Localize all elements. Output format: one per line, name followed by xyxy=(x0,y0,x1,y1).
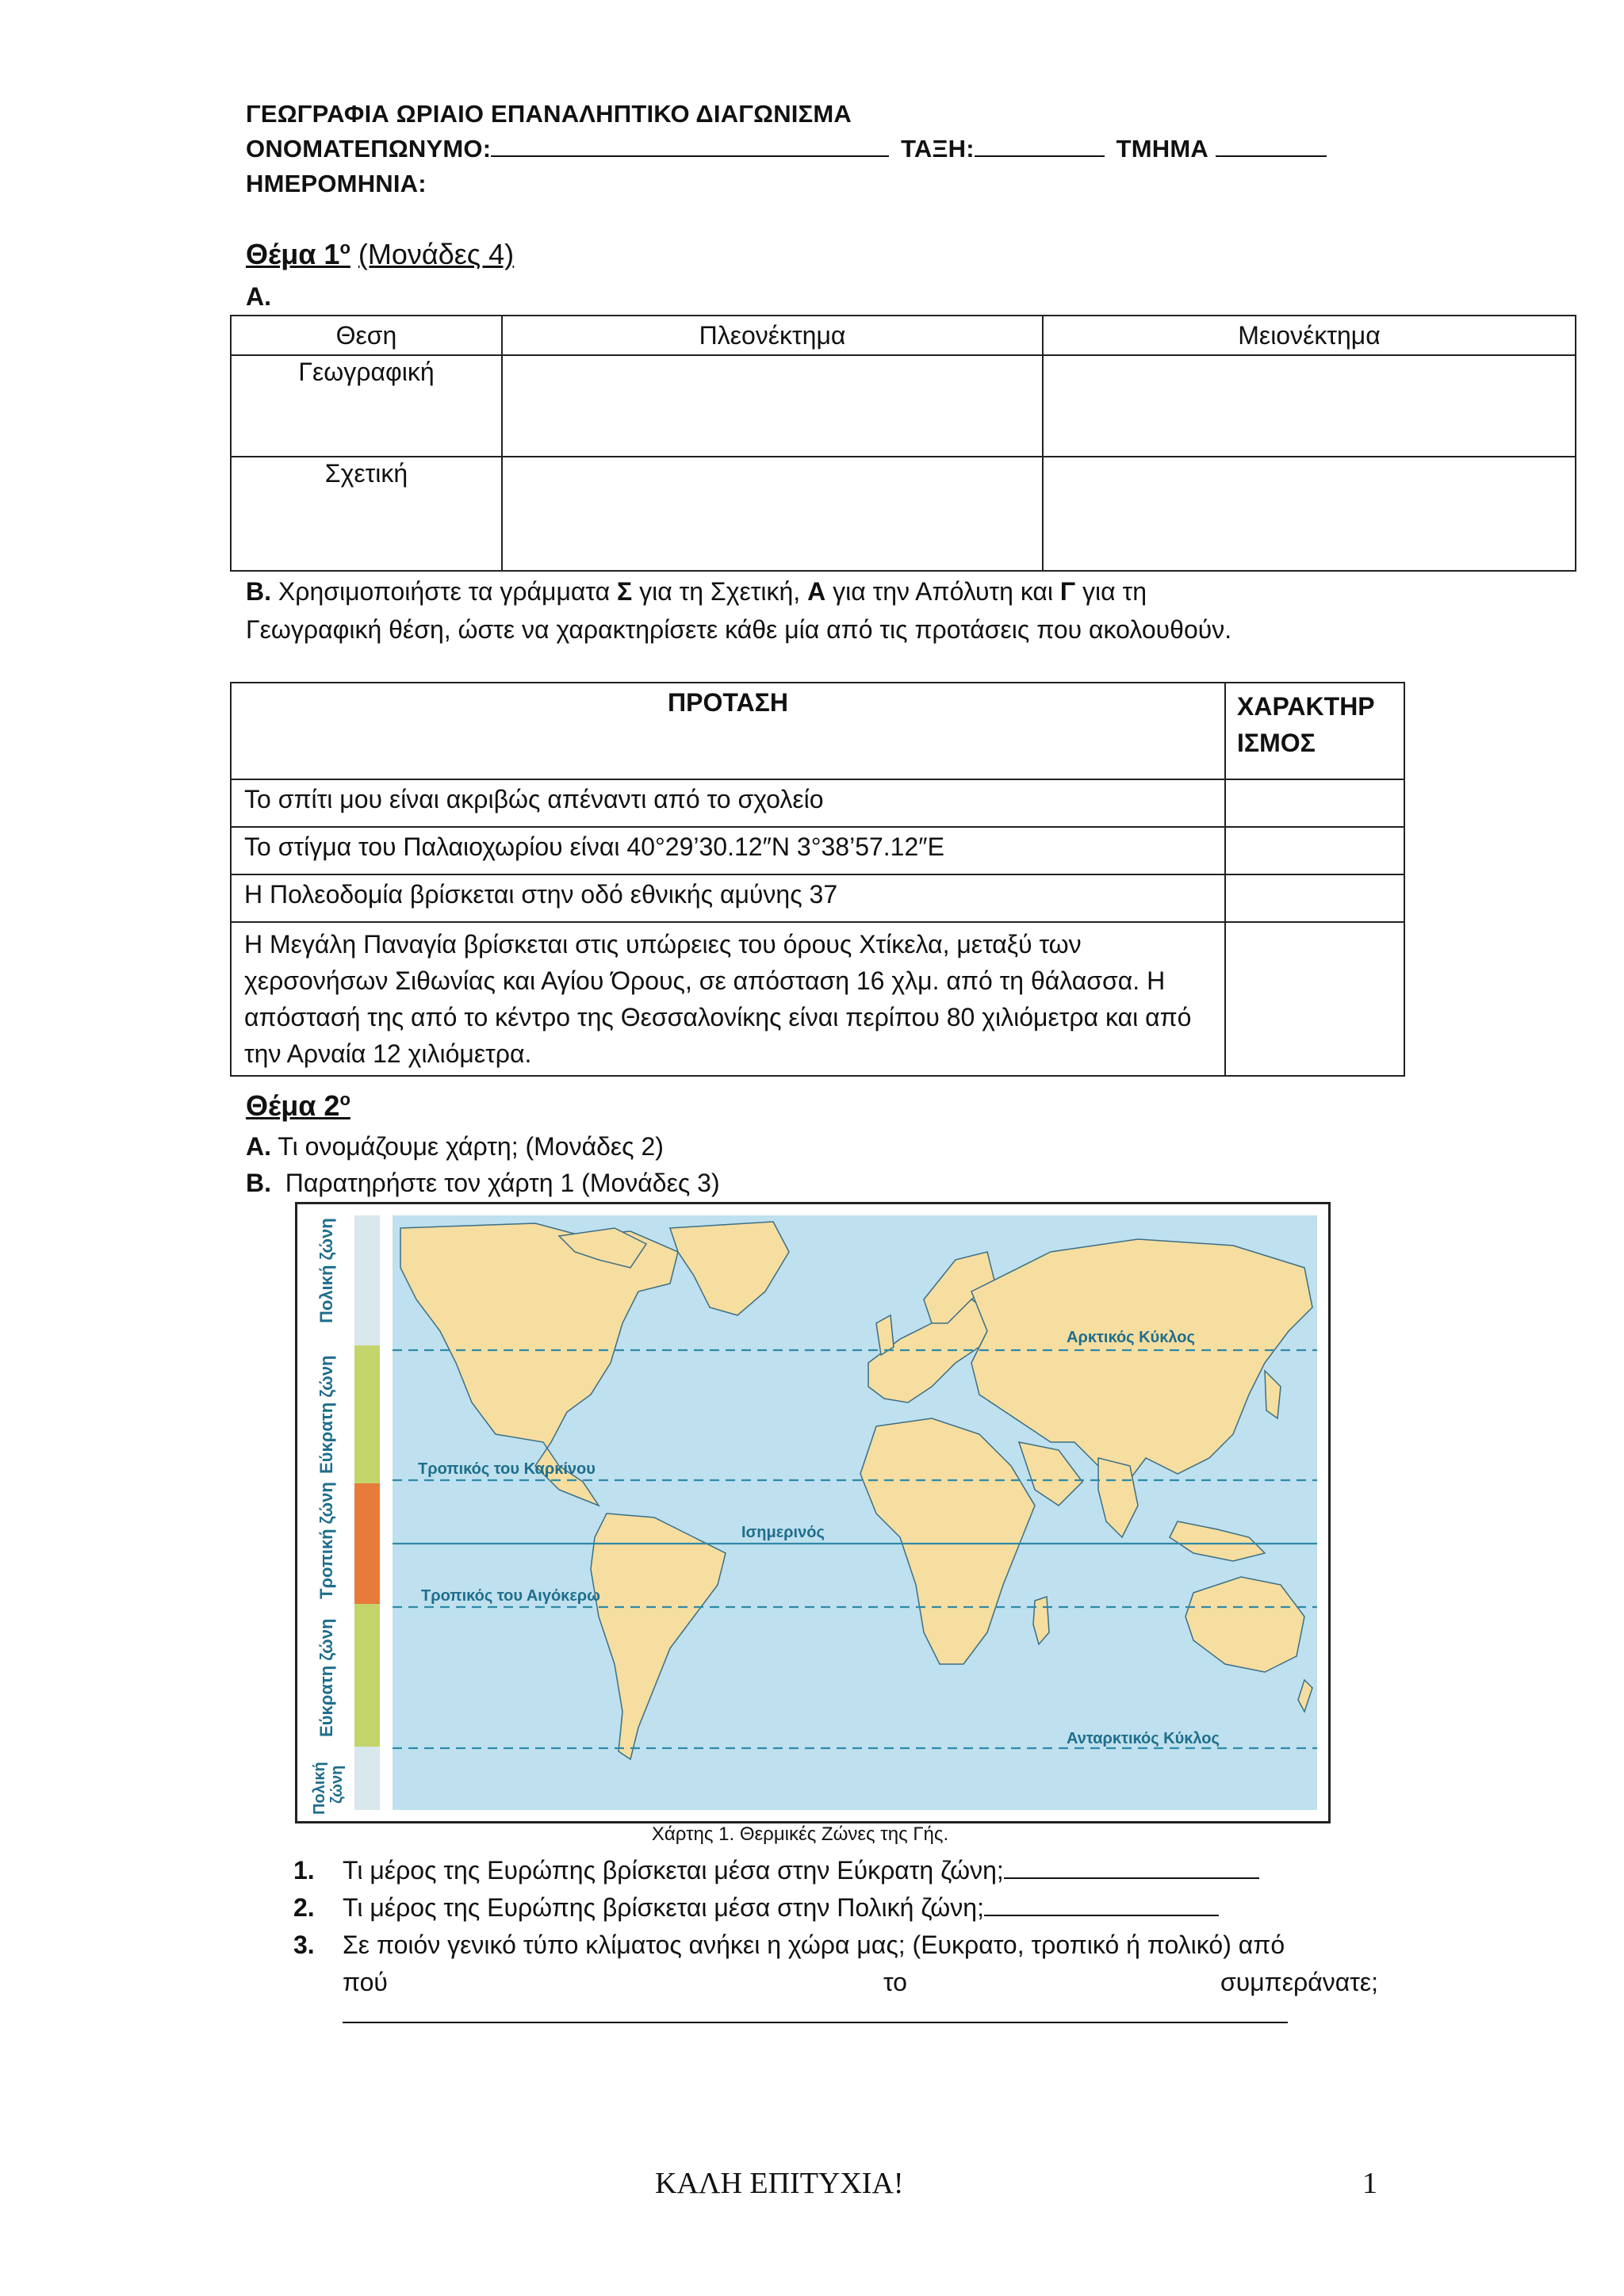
partB-letter-g: Γ xyxy=(1059,577,1076,606)
theme2-qA-text: Τι ονομάζουμε χάρτη; (Μονάδες 2) xyxy=(278,1132,664,1161)
map-questions xyxy=(293,1852,1381,2023)
theme2-qA-label: Α. xyxy=(246,1132,271,1161)
zone-bar-polar-north xyxy=(354,1215,380,1345)
question-3-continuation xyxy=(343,1964,1378,2001)
partB-letter-s: Σ xyxy=(616,577,633,606)
class-field[interactable] xyxy=(975,132,1105,157)
partB-text-line2: Γεωγραφική θέση, ώστε να χαρακτηρίσετε κάθε μία από τις προτάσεις που ακολουθούν. xyxy=(246,615,1232,644)
climate-zones-map xyxy=(295,1202,1331,1823)
label-arctic-circle: Αρκτικός Κύκλος xyxy=(1067,1329,1195,1346)
exam-title: ΓΕΩΓΡΑΦΙΑ ΩΡΙΑΙΟ ΕΠΑΝΑΛΗΠΤΙΚΟ ΔΙΑΓΩΝΙΣΜΑ xyxy=(246,100,852,128)
question-1-answer[interactable] xyxy=(1004,1854,1259,1879)
cell-rel-advantage[interactable] xyxy=(502,457,1043,571)
theme1-sup: ο xyxy=(339,238,350,258)
char-cell-1[interactable] xyxy=(1225,779,1404,827)
cell-geo-disadvantage[interactable] xyxy=(1043,355,1576,457)
partB-text-2: για τη Σχετική, xyxy=(639,577,801,606)
char-cell-4[interactable] xyxy=(1225,922,1404,1076)
cell-rel-disadvantage[interactable] xyxy=(1043,457,1576,571)
section-label: ΤΜΗΜΑ xyxy=(1116,135,1208,163)
theme2-qB xyxy=(246,1164,720,1202)
cell-geo-advantage[interactable] xyxy=(502,355,1043,457)
zone-label-temperate-north: Εύκρατη ζώνη xyxy=(316,1355,336,1474)
question-1 xyxy=(293,1852,1381,1889)
question-3-cont-3: συμπεράνατε; xyxy=(1220,1968,1378,1996)
label-tropic-capricorn: Τροπικός του Αιγόκερω xyxy=(421,1587,601,1605)
char-header-line1: ΧΑΡΑΚΤΗΡ xyxy=(1237,692,1375,721)
zone-bar-tropical xyxy=(354,1483,380,1604)
theme1-points: (Μονάδες 4) xyxy=(358,238,515,270)
theme1-partA-label: Α. xyxy=(246,282,271,311)
sentence-row-4: Η Μεγάλη Παναγία βρίσκεται στις υπώρειες του όρους Χτίκελα, μεταξύ των χερσονήσων Σιθωνίας και Αγίου Όρους, σε απόσταση 16 χλμ. από τη θάλασσα. Η απόστασή της από το κέντρο της Θεσσαλονίκης είναι περίπου 80 χιλιόμετρα και από την Αρναία 12 χιλιόμετρα. xyxy=(231,922,1225,1076)
world-map-figure xyxy=(297,1204,1328,1821)
question-2-text: Τι μέρος της Ευρώπης βρίσκεται μέσα στην Πολική ζώνη; xyxy=(343,1893,984,1922)
label-tropic-cancer: Τροπικός του Καρκίνου xyxy=(418,1460,596,1478)
class-label: ΤΑΞΗ: xyxy=(901,135,975,163)
theme2-heading xyxy=(246,1089,350,1123)
name-label: ΟΝΟΜΑΤΕΠΩΝΥΜΟ: xyxy=(246,135,492,163)
question-1-num: 1. xyxy=(293,1856,315,1885)
label-equator: Ισημερινός xyxy=(741,1524,825,1541)
question-3-num: 3. xyxy=(293,1931,315,1959)
row-relative: Σχετική xyxy=(231,457,502,571)
page-number: 1 xyxy=(1362,2167,1377,2200)
question-1-text: Τι μέρος της Ευρώπης βρίσκεται μέσα στην Εύκρατη ζώνη; xyxy=(343,1856,1004,1885)
theme2-qB-label: Β. xyxy=(246,1169,271,1197)
zone-label-tropical: Τροπική ζώνη xyxy=(316,1482,336,1599)
sentence-row-1: Το σπίτι μου είναι ακριβώς απέναντι από το σχολείο xyxy=(231,779,1225,827)
zone-label-polar-south-1: Πολική xyxy=(311,1762,328,1815)
question-2-num: 2. xyxy=(293,1893,315,1922)
partB-instructions xyxy=(246,572,1594,649)
table-position xyxy=(230,315,1576,572)
sentence-row-2: Το στίγμα του Παλαιοχωρίου είναι 40°29’30.12″N 3°38’57.12″E xyxy=(231,827,1225,874)
section-field[interactable] xyxy=(1216,132,1327,157)
partB-letter-a: Α xyxy=(807,577,826,606)
map-caption-text: Χάρτης 1. Θερμικές Ζώνες της Γής. xyxy=(651,1823,949,1845)
partB-label: Β. xyxy=(246,577,271,606)
col-header-advantage: Πλεονέκτημα xyxy=(502,316,1043,355)
col-header-sentence: ΠΡΟΤΑΣΗ xyxy=(231,683,1225,779)
theme1-heading xyxy=(246,238,514,271)
name-row xyxy=(246,132,1327,166)
zone-label-polar-south-2: ζώνη xyxy=(328,1765,346,1804)
col-header-disadvantage: Μειονέκτημα xyxy=(1043,316,1576,355)
char-cell-2[interactable] xyxy=(1225,827,1404,874)
theme2-title: Θέμα 2 xyxy=(246,1089,340,1122)
table-sentences xyxy=(230,682,1405,1077)
map-caption xyxy=(0,1823,1624,1846)
question-3-text: Σε ποιόν γενικό τύπο κλίματος ανήκει η χώρα μας; (Ευκρατο, τροπικό ή πολικό) από xyxy=(343,1931,1285,1959)
zone-bar-temperate-north xyxy=(354,1345,380,1483)
question-3-cont-1: πού xyxy=(343,1968,388,1996)
question-3 xyxy=(293,1927,1381,1964)
footer-good-luck: ΚΑΛΗ ΕΠΙΤΥΧΙΑ! xyxy=(655,2167,904,2200)
row-geographic: Γεωγραφική xyxy=(231,355,502,457)
sentence-row-3: Η Πολεοδομία βρίσκεται στην οδό εθνικής αμύνης 37 xyxy=(231,874,1225,922)
zone-label-temperate-south: Εύκρατη ζώνη xyxy=(316,1618,336,1737)
question-3-answer-line[interactable] xyxy=(343,2001,1288,2023)
col-header-position: Θεση xyxy=(231,316,502,355)
date-label: ΗΜΕΡΟΜΗΝΙΑ: xyxy=(246,170,427,197)
question-2 xyxy=(293,1889,1381,1927)
partB-text-3: για την Απόλυτη και xyxy=(833,577,1054,606)
zone-bar-polar-south xyxy=(354,1747,380,1810)
theme2-sup: ο xyxy=(339,1089,350,1109)
theme2-qA xyxy=(246,1127,664,1165)
zone-label-polar-north: Πολική ζώνη xyxy=(316,1218,336,1323)
theme1-title: Θέμα 1 xyxy=(246,238,340,270)
partB-text-1: Χρησιμοποιήστε τα γράμματα xyxy=(278,577,611,606)
label-antarctic-circle: Ανταρκτικός Κύκλος xyxy=(1067,1730,1220,1747)
name-field[interactable] xyxy=(491,132,889,157)
question-3-cont-2: το xyxy=(883,1968,907,1996)
partB-text-4: για τη xyxy=(1082,577,1147,606)
theme2-qB-text: Παρατηρήστε τον χάρτη 1 (Μονάδες 3) xyxy=(285,1169,720,1197)
char-cell-3[interactable] xyxy=(1225,874,1404,922)
zone-bar-temperate-south xyxy=(354,1604,380,1747)
question-2-answer[interactable] xyxy=(984,1891,1219,1916)
char-header-line2: ΙΣΜΟΣ xyxy=(1237,729,1316,757)
col-header-characterization xyxy=(1225,683,1404,779)
